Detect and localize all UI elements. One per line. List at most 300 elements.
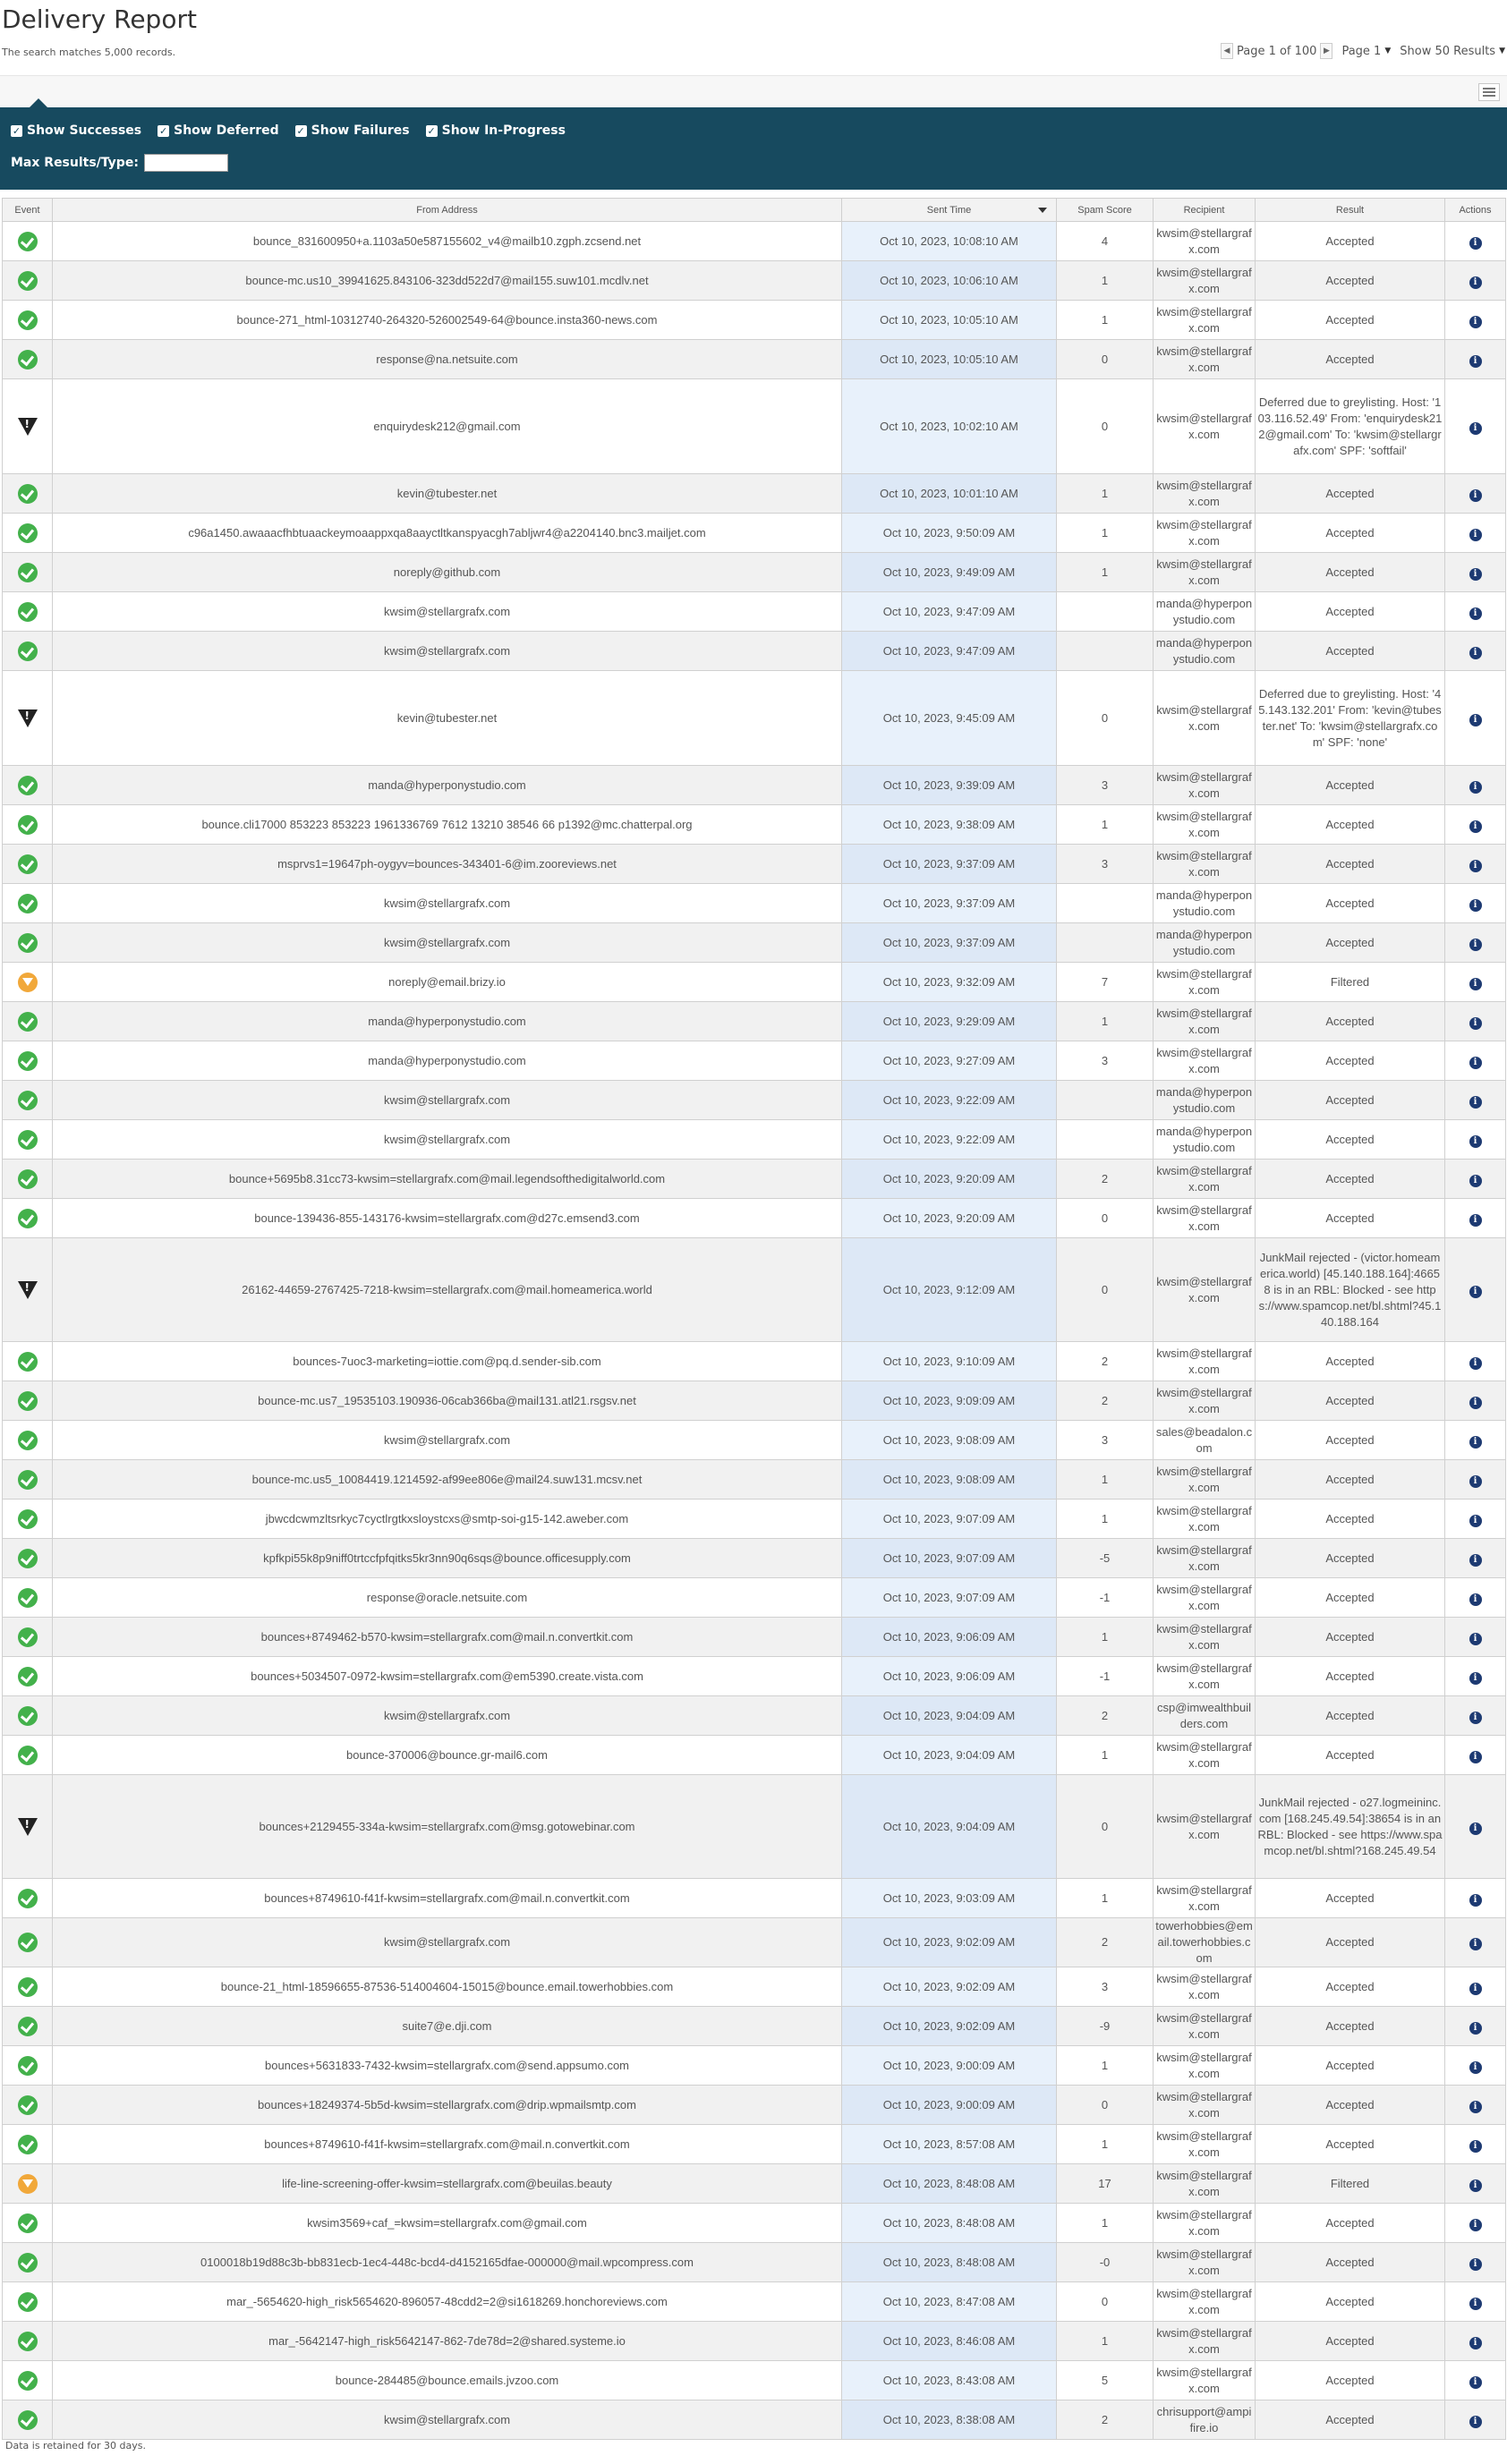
table-row[interactable]	[3, 553, 1506, 592]
success-check-icon	[18, 1746, 38, 1765]
table-row[interactable]	[3, 1238, 1506, 1342]
success-check-icon	[18, 602, 38, 622]
success-check-icon	[18, 1209, 38, 1228]
table-row[interactable]	[3, 1578, 1506, 1618]
event-cell	[3, 1657, 53, 1696]
sent-time-cell: Oct 10, 2023, 8:48:08 AM	[842, 2204, 1057, 2243]
result-cell: Accepted	[1256, 592, 1445, 632]
table-row[interactable]	[3, 2243, 1506, 2282]
spam-score-cell: 1	[1057, 2322, 1154, 2361]
recipient-cell: kwsim@stellargrafx.com	[1154, 2125, 1256, 2164]
info-icon[interactable]: i	[1469, 1175, 1482, 1187]
event-cell	[3, 2400, 53, 2440]
info-icon[interactable]: i	[1469, 316, 1482, 328]
info-icon[interactable]: i	[1469, 2022, 1482, 2035]
result-cell: Accepted	[1256, 884, 1445, 923]
info-icon[interactable]: i	[1469, 1672, 1482, 1685]
from-address-cell: kevin@tubester.net	[53, 474, 842, 514]
info-icon[interactable]: i	[1469, 2298, 1482, 2310]
result-cell: Accepted	[1256, 2046, 1445, 2086]
table-row[interactable]	[3, 1002, 1506, 1041]
table-row[interactable]	[3, 2322, 1506, 2361]
table-row[interactable]	[3, 2007, 1506, 2046]
info-icon[interactable]: i	[1469, 355, 1482, 368]
result-cell: Accepted	[1256, 1539, 1445, 1578]
recipient-cell: kwsim@stellargrafx.com	[1154, 671, 1256, 766]
results-select-value: Show 50 Results	[1400, 44, 1496, 58]
event-cell	[3, 1879, 53, 1918]
info-icon[interactable]: i	[1469, 2258, 1482, 2271]
from-address-cell: jbwcdcwmzltsrkyc7cyctlrgtkxsloystcxs@smtp-soi-g15-142.aweber.com	[53, 1500, 842, 1539]
info-icon[interactable]: i	[1469, 2219, 1482, 2231]
sent-time-cell: Oct 10, 2023, 8:48:08 AM	[842, 2164, 1057, 2204]
actions-cell	[1445, 766, 1506, 805]
spam-score-cell: -5	[1057, 1539, 1154, 1578]
actions-cell	[1445, 2046, 1506, 2086]
table-row[interactable]	[3, 514, 1506, 553]
sent-time-cell: Oct 10, 2023, 9:22:09 AM	[842, 1120, 1057, 1160]
from-address-cell: suite7@e.dji.com	[53, 2007, 842, 2046]
info-icon[interactable]: i	[1469, 1633, 1482, 1645]
info-icon[interactable]: i	[1469, 820, 1482, 833]
event-cell	[3, 1041, 53, 1081]
table-row[interactable]	[3, 1381, 1506, 1421]
info-icon[interactable]: i	[1469, 1751, 1482, 1763]
info-icon[interactable]: i	[1469, 529, 1482, 541]
from-address-cell: kevin@tubester.net	[53, 671, 842, 766]
info-icon[interactable]: i	[1469, 978, 1482, 990]
table-row[interactable]	[3, 222, 1506, 261]
actions-cell	[1445, 1578, 1506, 1618]
result-cell: Accepted	[1256, 845, 1445, 884]
info-icon[interactable]: i	[1469, 2140, 1482, 2153]
sent-time-cell: Oct 10, 2023, 9:38:09 AM	[842, 805, 1057, 845]
result-cell: Accepted	[1256, 2322, 1445, 2361]
table-row[interactable]	[3, 2046, 1506, 2086]
success-check-icon	[18, 1627, 38, 1647]
event-cell	[3, 1421, 53, 1460]
max-results-input[interactable]	[144, 154, 228, 172]
info-icon[interactable]: i	[1469, 1436, 1482, 1449]
page-select-value: Page 1	[1341, 44, 1382, 58]
page-nav	[1221, 43, 1332, 59]
success-check-icon	[18, 1391, 38, 1411]
recipient-cell: kwsim@stellargrafx.com	[1154, 2046, 1256, 2086]
table-row[interactable]	[3, 1500, 1506, 1539]
spam-score-cell: 1	[1057, 2046, 1154, 2086]
table-row[interactable]	[3, 2164, 1506, 2204]
actions-cell	[1445, 1539, 1506, 1578]
sent-time-cell: Oct 10, 2023, 9:47:09 AM	[842, 632, 1057, 671]
event-cell	[3, 884, 53, 923]
result-cell: Accepted	[1256, 2361, 1445, 2400]
result-cell: Accepted	[1256, 222, 1445, 261]
prev-page-button[interactable]: ◀	[1221, 43, 1233, 59]
table-row[interactable]	[3, 474, 1506, 514]
info-icon[interactable]: i	[1469, 1554, 1482, 1567]
result-cell: Accepted	[1256, 923, 1445, 963]
recipient-cell: kwsim@stellargrafx.com	[1154, 845, 1256, 884]
from-address-cell: bounces+2129455-334a-kwsim=stellargrafx.com@msg.gotowebinar.com	[53, 1775, 842, 1879]
spam-score-cell: 1	[1057, 1002, 1154, 1041]
table-row[interactable]	[3, 1696, 1506, 1736]
event-cell	[3, 2204, 53, 2243]
show-inprogress-checkbox[interactable]	[426, 123, 566, 138]
table-row[interactable]	[3, 1736, 1506, 1775]
from-address-cell: 26162-44659-2767425-7218-kwsim=stellargrafx.com@mail.homeamerica.world	[53, 1238, 842, 1342]
actions-cell	[1445, 1657, 1506, 1696]
column-header-from-address[interactable]: From Address	[53, 199, 842, 222]
columns-menu-icon[interactable]	[1478, 83, 1500, 101]
info-icon[interactable]: i	[1469, 1823, 1482, 1835]
actions-cell	[1445, 1775, 1506, 1879]
result-cell: Accepted	[1256, 301, 1445, 340]
table-header-row	[3, 199, 1506, 222]
recipient-cell: chrisupport@ampifire.io	[1154, 2400, 1256, 2440]
sent-time-cell: Oct 10, 2023, 9:09:09 AM	[842, 1381, 1057, 1421]
table-row[interactable]	[3, 805, 1506, 845]
recipient-cell: kwsim@stellargrafx.com	[1154, 2243, 1256, 2282]
table-row[interactable]	[3, 340, 1506, 379]
actions-cell	[1445, 1041, 1506, 1081]
recipient-cell: kwsim@stellargrafx.com	[1154, 261, 1256, 301]
table-row[interactable]	[3, 379, 1506, 474]
spam-score-cell: 1	[1057, 301, 1154, 340]
actions-cell	[1445, 1381, 1506, 1421]
success-check-icon	[18, 484, 38, 504]
spam-score-cell: 3	[1057, 766, 1154, 805]
recipient-cell: kwsim@stellargrafx.com	[1154, 1736, 1256, 1775]
max-results-label: Max Results/Type:	[11, 156, 139, 170]
result-cell: Accepted	[1256, 1736, 1445, 1775]
info-icon[interactable]: i	[1469, 1593, 1482, 1606]
sort-desc-icon	[1038, 208, 1047, 213]
from-address-cell: kwsim@stellargrafx.com	[53, 1421, 842, 1460]
from-address-cell: kwsim@stellargrafx.com	[53, 884, 842, 923]
from-address-cell: bounce-mc.us10_39941625.843106-323dd522d7@mail155.suw101.mcdlv.net	[53, 261, 842, 301]
spam-score-cell: 7	[1057, 963, 1154, 1002]
table-row[interactable]	[3, 2400, 1506, 2440]
actions-cell	[1445, 474, 1506, 514]
actions-cell	[1445, 1696, 1506, 1736]
sent-time-cell: Oct 10, 2023, 9:02:09 AM	[842, 1967, 1057, 2007]
event-cell	[3, 1081, 53, 1120]
from-address-cell: bounce-271_html-10312740-264320-526002549-64@bounce.insta360-news.com	[53, 301, 842, 340]
show-failures-checkbox[interactable]	[295, 123, 410, 138]
sent-time-cell: Oct 10, 2023, 9:49:09 AM	[842, 553, 1057, 592]
result-cell: Accepted	[1256, 1199, 1445, 1238]
success-check-icon	[18, 2332, 38, 2351]
deferred-warning-icon	[18, 709, 38, 727]
success-check-icon	[18, 2095, 38, 2115]
info-icon[interactable]: i	[1469, 237, 1482, 250]
info-icon[interactable]: i	[1469, 2061, 1482, 2074]
recipient-cell: kwsim@stellargrafx.com	[1154, 1041, 1256, 1081]
event-cell	[3, 2125, 53, 2164]
result-cell: Filtered	[1256, 2164, 1445, 2204]
info-icon[interactable]: i	[1469, 1894, 1482, 1907]
info-icon[interactable]: i	[1469, 1983, 1482, 1995]
from-address-cell: noreply@email.brizy.io	[53, 963, 842, 1002]
info-icon[interactable]: i	[1469, 714, 1482, 726]
table-row[interactable]	[3, 1657, 1506, 1696]
results-per-page-select[interactable]	[1400, 45, 1505, 58]
table-row[interactable]	[3, 1967, 1506, 2007]
info-icon[interactable]: i	[1469, 2337, 1482, 2349]
event-cell	[3, 1967, 53, 2007]
table-row[interactable]	[3, 2086, 1506, 2125]
table-row[interactable]	[3, 884, 1506, 923]
success-check-icon	[18, 2017, 38, 2036]
from-address-cell: kwsim@stellargrafx.com	[53, 1918, 842, 1967]
event-cell	[3, 923, 53, 963]
result-cell: Accepted	[1256, 1578, 1445, 1618]
result-cell: Accepted	[1256, 766, 1445, 805]
info-icon[interactable]: i	[1469, 1397, 1482, 1409]
info-icon[interactable]: i	[1469, 1057, 1482, 1069]
show-successes-checkbox[interactable]	[11, 123, 141, 138]
from-address-cell: 0100018b19d88c3b-bb831ecb-1ec4-448c-bcd4-d4152165dfae-000000@mail.wpcompress.com	[53, 2243, 842, 2282]
spam-score-cell: 2	[1057, 1160, 1154, 1199]
actions-cell	[1445, 1460, 1506, 1500]
table-row[interactable]	[3, 1199, 1506, 1238]
info-icon[interactable]: i	[1469, 1357, 1482, 1370]
result-cell: Accepted	[1256, 1657, 1445, 1696]
from-address-cell: bounce-mc.us7_19535103.190936-06cab366ba@mail131.atl21.rsgsv.net	[53, 1381, 842, 1421]
actions-cell	[1445, 963, 1506, 1002]
actions-cell	[1445, 2243, 1506, 2282]
info-icon[interactable]: i	[1469, 1017, 1482, 1030]
column-header-sent-time[interactable]	[842, 199, 1057, 222]
success-check-icon	[18, 1977, 38, 1997]
spam-score-cell: 1	[1057, 474, 1154, 514]
table-row[interactable]	[3, 632, 1506, 671]
table-row[interactable]	[3, 2361, 1506, 2400]
table-row[interactable]	[3, 2204, 1506, 2243]
table-row[interactable]	[3, 2125, 1506, 2164]
result-cell: Accepted	[1256, 1120, 1445, 1160]
result-cell: Accepted	[1256, 1460, 1445, 1500]
sent-time-cell: Oct 10, 2023, 9:00:09 AM	[842, 2046, 1057, 2086]
recipient-cell: kwsim@stellargrafx.com	[1154, 1539, 1256, 1578]
info-icon[interactable]: i	[1469, 860, 1482, 872]
info-icon[interactable]: i	[1469, 939, 1482, 951]
sent-time-cell: Oct 10, 2023, 9:08:09 AM	[842, 1460, 1057, 1500]
spam-score-cell: 1	[1057, 1879, 1154, 1918]
table-row[interactable]	[3, 671, 1506, 766]
recipient-cell: manda@hyperponystudio.com	[1154, 923, 1256, 963]
next-page-button[interactable]: ▶	[1320, 43, 1332, 59]
info-icon[interactable]: i	[1469, 1475, 1482, 1488]
spam-score-cell	[1057, 1120, 1154, 1160]
show-inprogress-label: Show In-Progress	[441, 123, 566, 138]
column-header-result[interactable]: Result	[1256, 199, 1445, 222]
info-icon[interactable]: i	[1469, 781, 1482, 794]
actions-cell	[1445, 1342, 1506, 1381]
table-row[interactable]	[3, 963, 1506, 1002]
toolbar	[0, 75, 1507, 107]
from-address-cell: bounces-7uoc3-marketing=iottie.com@pq.d.sender-sib.com	[53, 1342, 842, 1381]
spam-score-cell: 0	[1057, 2086, 1154, 2125]
sent-time-cell: Oct 10, 2023, 8:47:08 AM	[842, 2282, 1057, 2322]
event-cell	[3, 1736, 53, 1775]
column-header-recipient[interactable]: Recipient	[1154, 199, 1256, 222]
spam-score-cell: 1	[1057, 1618, 1154, 1657]
result-cell: Accepted	[1256, 1342, 1445, 1381]
result-cell: Accepted	[1256, 1879, 1445, 1918]
success-check-icon	[18, 2056, 38, 2076]
from-address-cell: noreply@github.com	[53, 553, 842, 592]
table-row[interactable]	[3, 1775, 1506, 1879]
info-icon[interactable]: i	[1469, 276, 1482, 289]
actions-cell	[1445, 805, 1506, 845]
sent-time-cell: Oct 10, 2023, 9:22:09 AM	[842, 1081, 1057, 1120]
info-icon[interactable]: i	[1469, 1135, 1482, 1148]
actions-cell	[1445, 1002, 1506, 1041]
recipient-cell: kwsim@stellargrafx.com	[1154, 2361, 1256, 2400]
page-of-label: Page 1 of 100	[1236, 44, 1317, 58]
event-cell	[3, 379, 53, 474]
page-title: Delivery Report	[2, 4, 197, 34]
sent-time-cell: Oct 10, 2023, 8:43:08 AM	[842, 2361, 1057, 2400]
table-row[interactable]	[3, 845, 1506, 884]
info-icon[interactable]: i	[1469, 1286, 1482, 1298]
sent-time-cell: Oct 10, 2023, 9:27:09 AM	[842, 1041, 1057, 1081]
recipient-cell: kwsim@stellargrafx.com	[1154, 1578, 1256, 1618]
spam-score-cell: 3	[1057, 1041, 1154, 1081]
info-icon[interactable]: i	[1469, 647, 1482, 659]
table-row[interactable]	[3, 1160, 1506, 1199]
table-row[interactable]	[3, 1879, 1506, 1918]
event-cell	[3, 1500, 53, 1539]
event-cell	[3, 474, 53, 514]
from-address-cell: kpfkpi55k8p9niff0trtccfpfqitks5kr3nn90q6sqs@bounce.officesupply.com	[53, 1539, 842, 1578]
result-cell: Accepted	[1256, 514, 1445, 553]
result-cell: Filtered	[1256, 963, 1445, 1002]
actions-cell	[1445, 632, 1506, 671]
recipient-cell: manda@hyperponystudio.com	[1154, 1120, 1256, 1160]
recipient-cell: kwsim@stellargrafx.com	[1154, 1618, 1256, 1657]
info-icon[interactable]: i	[1469, 2416, 1482, 2428]
event-cell	[3, 1918, 53, 1967]
sent-time-cell: Oct 10, 2023, 9:06:09 AM	[842, 1657, 1057, 1696]
column-header-event[interactable]: Event	[3, 199, 53, 222]
table-row[interactable]	[3, 1421, 1506, 1460]
page-select[interactable]	[1341, 45, 1391, 58]
event-cell	[3, 2282, 53, 2322]
info-icon[interactable]: i	[1469, 899, 1482, 912]
info-icon[interactable]: i	[1469, 2179, 1482, 2192]
table-row[interactable]	[3, 1342, 1506, 1381]
actions-cell	[1445, 1967, 1506, 2007]
info-icon[interactable]: i	[1469, 422, 1482, 435]
actions-cell	[1445, 2007, 1506, 2046]
table-row[interactable]	[3, 301, 1506, 340]
from-address-cell: kwsim@stellargrafx.com	[53, 1081, 842, 1120]
event-cell	[3, 553, 53, 592]
deferred-warning-icon	[18, 1281, 38, 1299]
sent-time-cell: Oct 10, 2023, 9:07:09 AM	[842, 1578, 1057, 1618]
info-icon[interactable]: i	[1469, 2101, 1482, 2113]
table-row[interactable]	[3, 1081, 1506, 1120]
result-cell: Accepted	[1256, 805, 1445, 845]
table-row[interactable]	[3, 1120, 1506, 1160]
actions-cell	[1445, 261, 1506, 301]
result-cell: Accepted	[1256, 1081, 1445, 1120]
from-address-cell: bounces+18249374-5b5d-kwsim=stellargrafx.com@drip.wpmailsmtp.com	[53, 2086, 842, 2125]
from-address-cell: kwsim@stellargrafx.com	[53, 923, 842, 963]
spam-score-cell	[1057, 632, 1154, 671]
from-address-cell: bounces+8749462-b570-kwsim=stellargrafx.com@mail.n.convertkit.com	[53, 1618, 842, 1657]
table-row[interactable]	[3, 592, 1506, 632]
result-cell: Accepted	[1256, 261, 1445, 301]
info-icon[interactable]: i	[1469, 568, 1482, 581]
table-row[interactable]	[3, 1041, 1506, 1081]
spam-score-cell: 3	[1057, 845, 1154, 884]
from-address-cell: bounce.cli17000 853223 853223 1961336769 7612 13210 38546 66 p1392@mc.chatterpal.org	[53, 805, 842, 845]
event-cell	[3, 1002, 53, 1041]
event-cell	[3, 301, 53, 340]
info-icon[interactable]: i	[1469, 1096, 1482, 1109]
recipient-cell: kwsim@stellargrafx.com	[1154, 2204, 1256, 2243]
info-icon[interactable]: i	[1469, 489, 1482, 502]
sent-time-cell: Oct 10, 2023, 9:07:09 AM	[842, 1539, 1057, 1578]
from-address-cell: bounce-139436-855-143176-kwsim=stellargrafx.com@d27c.emsend3.com	[53, 1199, 842, 1238]
sent-time-cell: Oct 10, 2023, 9:04:09 AM	[842, 1775, 1057, 1879]
spam-score-cell: 4	[1057, 222, 1154, 261]
spam-score-cell: 1	[1057, 553, 1154, 592]
success-check-icon	[18, 1352, 38, 1372]
spam-score-cell: 1	[1057, 514, 1154, 553]
column-header-spam-score[interactable]: Spam Score	[1057, 199, 1154, 222]
table-row[interactable]	[3, 1618, 1506, 1657]
table-row[interactable]	[3, 766, 1506, 805]
info-icon[interactable]: i	[1469, 1938, 1482, 1950]
success-check-icon	[18, 1549, 38, 1568]
info-icon[interactable]: i	[1469, 1214, 1482, 1227]
info-icon[interactable]: i	[1469, 608, 1482, 620]
actions-cell	[1445, 592, 1506, 632]
table-row[interactable]	[3, 261, 1506, 301]
success-check-icon	[18, 1470, 38, 1490]
table-row[interactable]	[3, 1460, 1506, 1500]
table-row[interactable]	[3, 2282, 1506, 2322]
success-check-icon	[18, 271, 38, 291]
table-row[interactable]	[3, 923, 1506, 963]
spam-score-cell: 1	[1057, 2204, 1154, 2243]
table-row[interactable]	[3, 1918, 1506, 1967]
actions-cell	[1445, 1120, 1506, 1160]
from-address-cell: kwsim@stellargrafx.com	[53, 1696, 842, 1736]
show-deferred-checkbox[interactable]	[158, 123, 279, 138]
info-icon[interactable]: i	[1469, 1712, 1482, 1724]
success-check-icon	[18, 1051, 38, 1071]
info-icon[interactable]: i	[1469, 2376, 1482, 2389]
actions-cell	[1445, 1238, 1506, 1342]
actions-cell	[1445, 2361, 1506, 2400]
from-address-cell: bounces+8749610-f41f-kwsim=stellargrafx.com@mail.n.convertkit.com	[53, 1879, 842, 1918]
table-row[interactable]	[3, 1539, 1506, 1578]
spam-score-cell: -1	[1057, 1578, 1154, 1618]
sent-time-cell: Oct 10, 2023, 9:37:09 AM	[842, 845, 1057, 884]
from-address-cell: life-line-screening-offer-kwsim=stellargrafx.com@beuilas.beauty	[53, 2164, 842, 2204]
success-check-icon	[18, 1091, 38, 1110]
event-cell	[3, 1460, 53, 1500]
result-cell: Accepted	[1256, 2243, 1445, 2282]
info-icon[interactable]: i	[1469, 1515, 1482, 1527]
sent-time-cell: Oct 10, 2023, 9:29:09 AM	[842, 1002, 1057, 1041]
recipient-cell: kwsim@stellargrafx.com	[1154, 2007, 1256, 2046]
